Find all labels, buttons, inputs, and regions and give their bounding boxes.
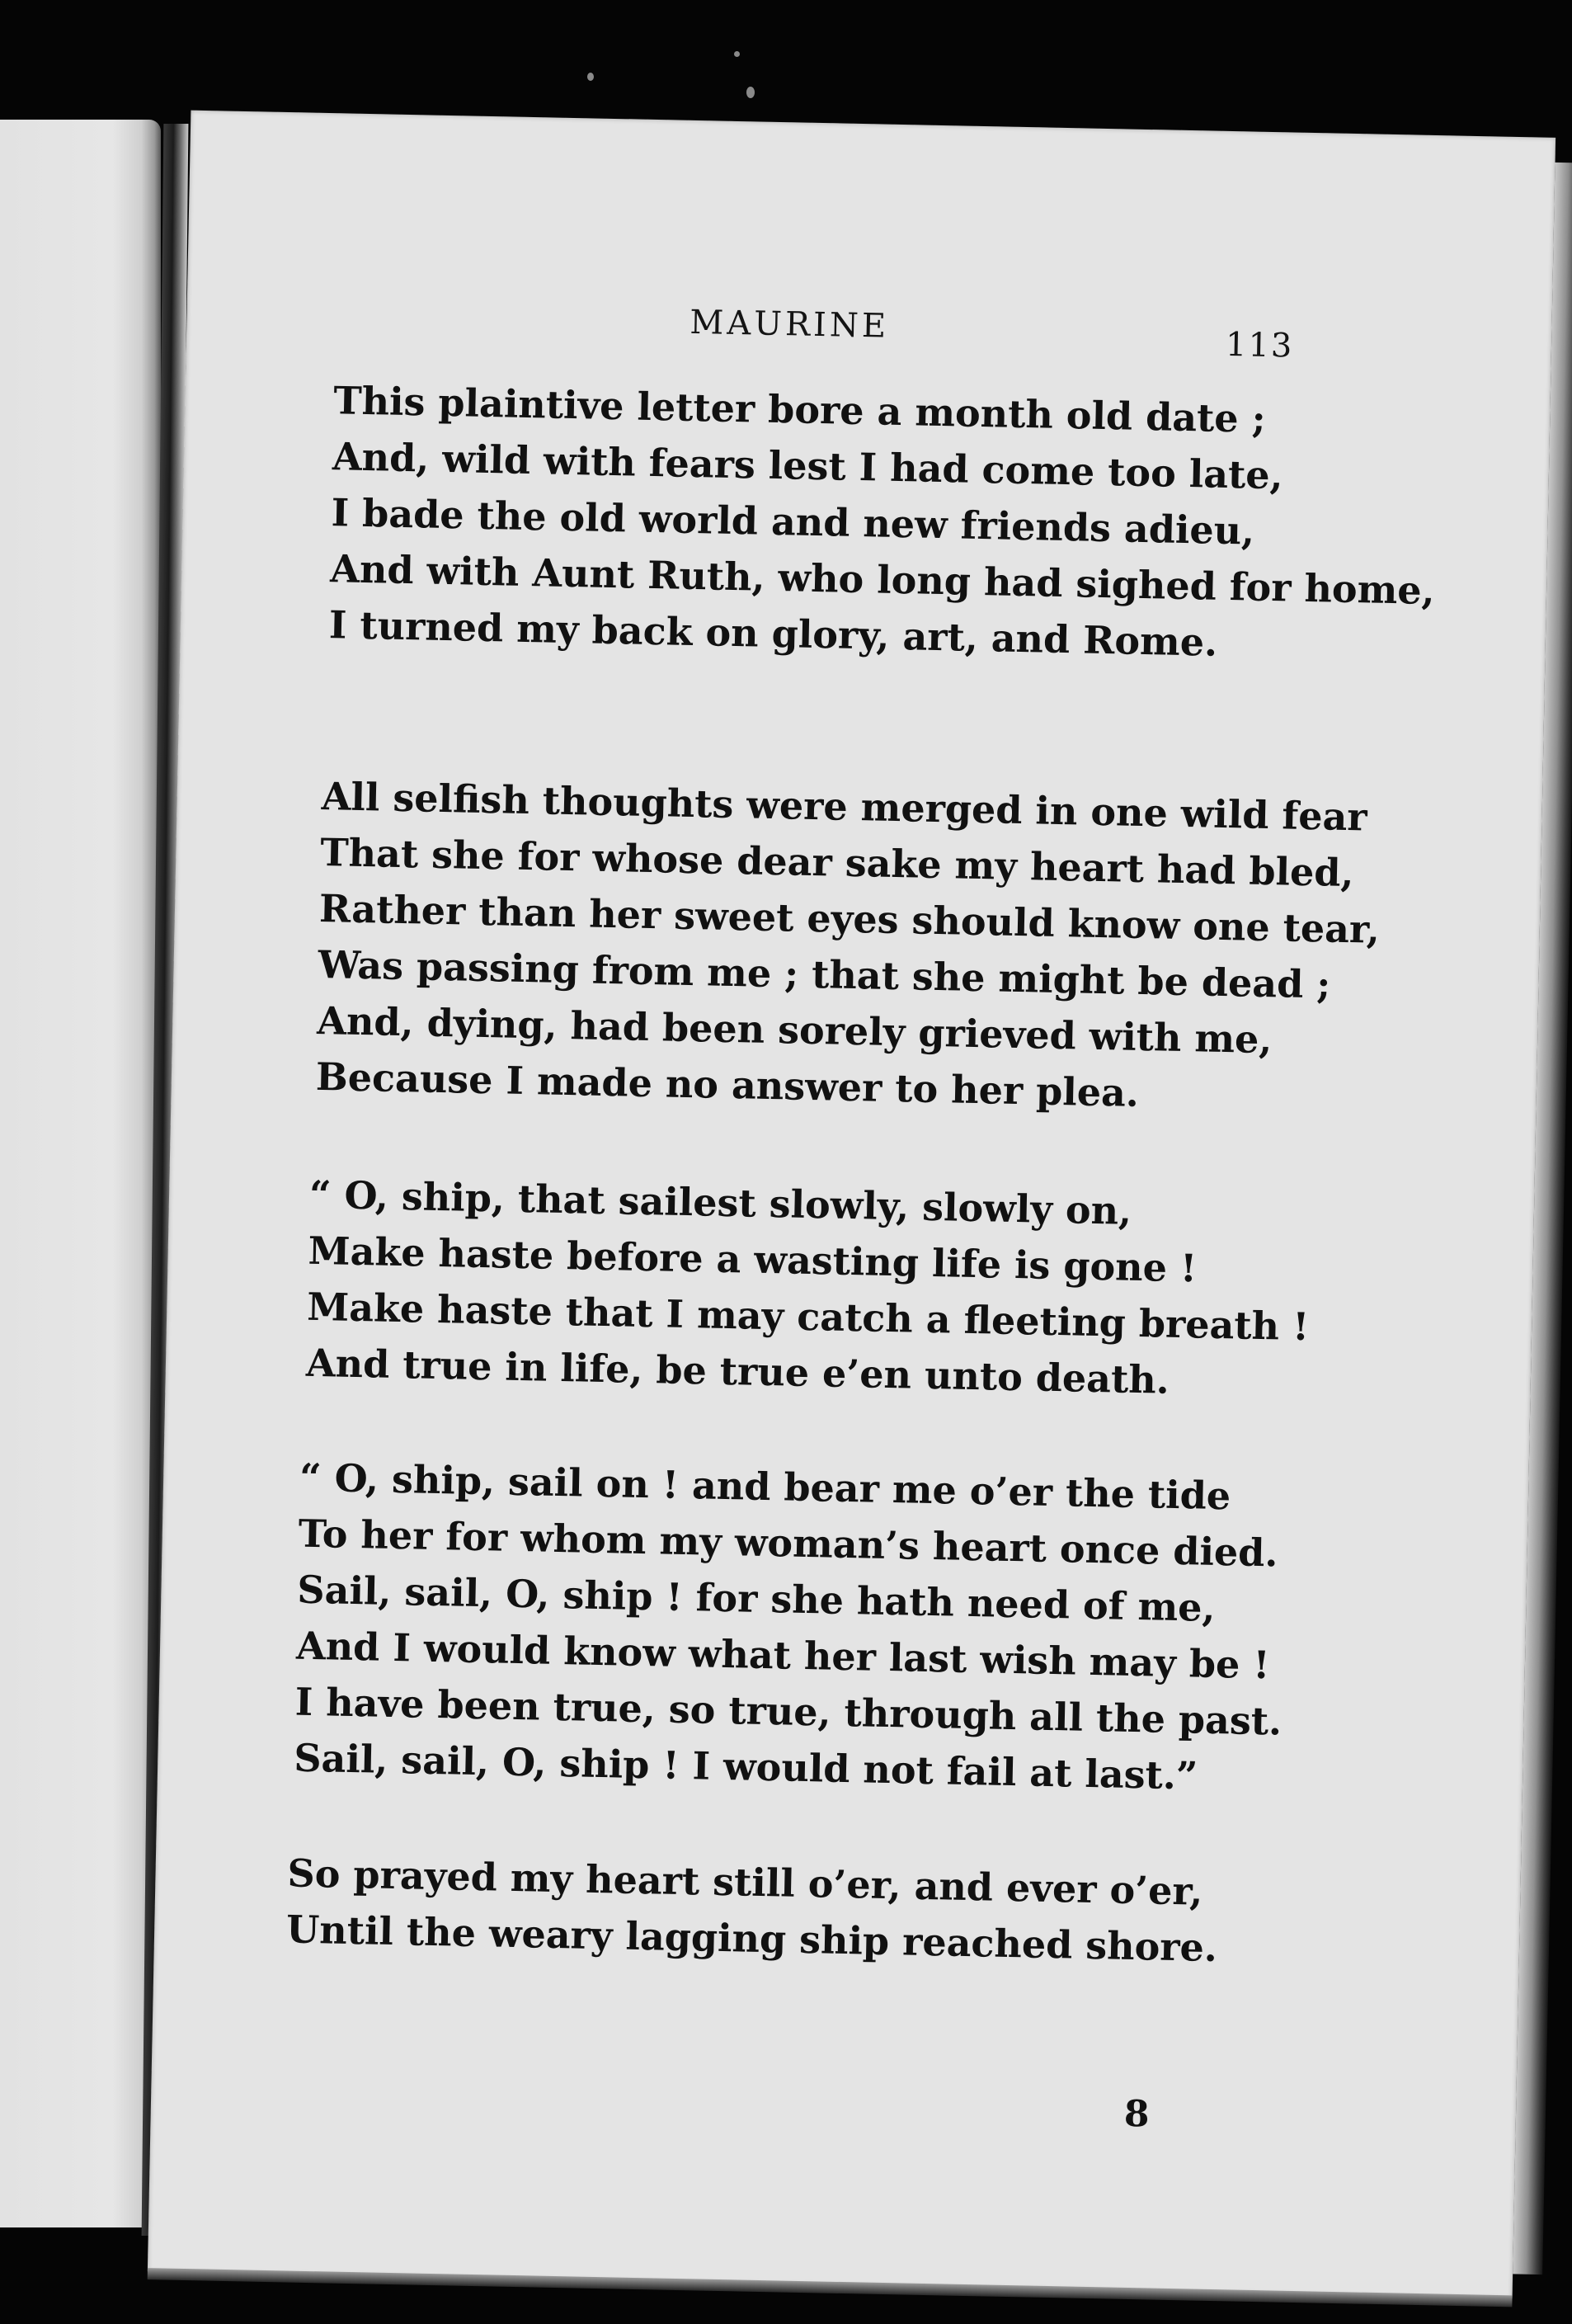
scan-speck	[734, 51, 740, 57]
stanza-5	[286, 1845, 1443, 1980]
signature-mark: 8	[1123, 2092, 1151, 2136]
verse-line: I have been true, so true, through all the past.	[294, 1679, 1283, 1744]
verse-line: That she for whose dear sake my heart had bled,	[319, 829, 1355, 896]
verse-line: I turned my back on glory, art, and Rome.	[328, 602, 1218, 665]
verse-line: All selfish thoughts were merged in one wild fear	[321, 774, 1368, 840]
book-page	[148, 111, 1556, 2299]
verse-line: Make haste before a wasting life is gone !	[308, 1228, 1198, 1291]
verse-line: Because I made no answer to her plea.	[315, 1054, 1140, 1115]
previous-page-edge	[0, 120, 161, 2227]
stanza-4	[294, 1450, 1455, 1809]
page-fore-edge	[1513, 163, 1572, 2275]
verse-line: And true in life, be true e’en unto death.	[305, 1340, 1170, 1402]
running-head: MAURINE	[689, 303, 890, 346]
stanza-1	[328, 372, 1489, 676]
verse-line: And I would know what her last wish may be !	[295, 1623, 1271, 1688]
verse-line: Until the weary lagging ship reached shore.	[285, 1907, 1218, 1971]
verse-line: To her for whom my woman’s heart once died.	[298, 1511, 1278, 1576]
verse-line: “ O, ship, that sailest slowly, slowly on,	[308, 1171, 1132, 1233]
page-number: 113	[1225, 325, 1294, 365]
verse-line: So prayed my heart still o’er, and ever o’er,	[287, 1850, 1203, 1914]
verse-line: Sail, sail, O, ship ! for she hath need of me,	[296, 1567, 1217, 1630]
verse-line: I bade the old world and new friends adieu,	[331, 490, 1255, 554]
verse-line: This plaintive letter bore a month old date ;	[332, 378, 1267, 441]
verse-line: Make haste that I may catch a fleeting breath !	[306, 1284, 1310, 1350]
stanza-3	[305, 1167, 1464, 1414]
verse-line: Was passing from me ; that she might be dead ;	[318, 941, 1331, 1007]
verse-line: “ O, ship, sail on ! and bear me o’er the tide	[299, 1454, 1231, 1519]
verse-line: And, dying, had been sorely grieved with me,	[316, 997, 1273, 1063]
verse-line: And, wild with fears lest I had come too late,	[332, 434, 1284, 498]
verse-line: Sail, sail, O, ship ! I would not fail at last.”	[293, 1735, 1198, 1798]
scan-speck	[746, 87, 755, 98]
verse-line: And with Aunt Ruth, who long had sighed for home,	[329, 546, 1436, 614]
stanza-2	[315, 768, 1476, 1128]
scan-speck	[587, 73, 594, 81]
verse-line: Rather than her sweet eyes should know one tear,	[318, 885, 1381, 952]
page-bottom-edge	[148, 2268, 1513, 2307]
